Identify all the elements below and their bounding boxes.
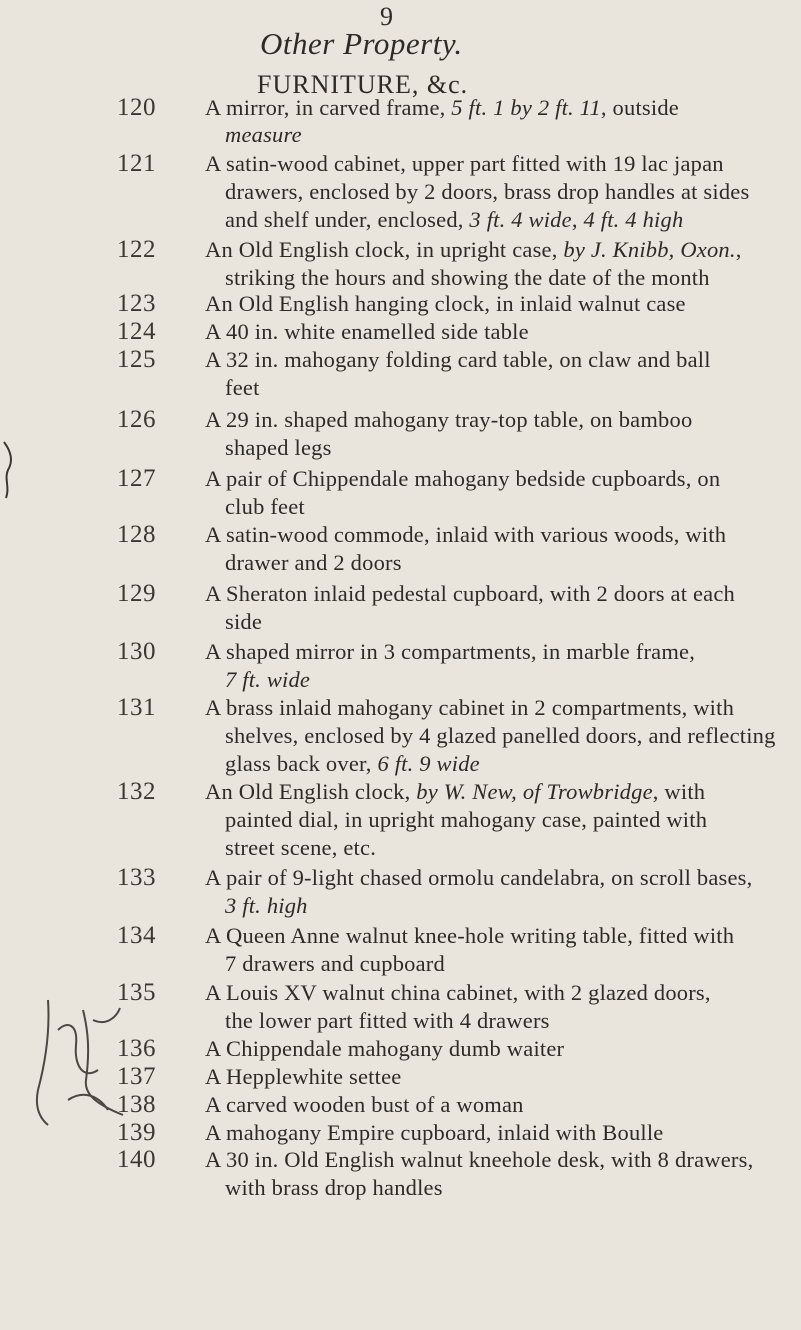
lot-description-line: A Queen Anne walnut knee-hole writing table, fitted with [205,923,735,948]
lot-number: 135 [117,979,156,1006]
lot-number: 120 [117,94,156,121]
lot-description-line: A pair of 9-light chased ormolu candelabra, on scroll bases, [205,865,753,890]
lot-number: 128 [117,521,156,548]
lot-number: 124 [117,318,156,345]
lot-number: 138 [117,1091,156,1118]
lot-number: 136 [117,1035,156,1062]
lot-description-line: A brass inlaid mahogany cabinet in 2 compartments, with [205,695,735,720]
lot-description-line: street scene, etc. [225,835,377,860]
lot-description-line: A Hepplewhite settee [205,1064,402,1089]
lot-description-line: A Chippendale mahogany dumb waiter [205,1036,565,1061]
lot-description-line: A satin-wood commode, inlaid with various woods, with [205,522,727,547]
lot-description-line: A 40 in. white enamelled side table [205,319,529,344]
lot-description-line: A shaped mirror in 3 compartments, in marble frame, [205,639,696,664]
lot-description-line: striking the hours and showing the date of the month [225,265,710,290]
lot-number: 123 [117,290,156,317]
lot-description-line: club feet [225,494,305,519]
lot-description-line: with brass drop handles [225,1175,443,1200]
lot-number: 127 [117,465,156,492]
lot-description-line: drawers, enclosed by 2 doors, brass drop handles at sides [225,179,750,204]
lot-description-line: drawer and 2 doors [225,550,402,575]
lot-description-line: A mahogany Empire cupboard, inlaid with Boulle [205,1120,664,1145]
lot-number: 126 [117,406,156,433]
lot-description-line: An Old English clock, by W. New, of Trowbridge, with [205,779,706,804]
lot-number: 131 [117,694,156,721]
lot-number: 140 [117,1146,156,1173]
lot-description-line: A 30 in. Old English walnut kneehole desk, with 8 drawers, [205,1147,754,1172]
lot-number: 133 [117,864,156,891]
lot-description-line: A carved wooden bust of a woman [205,1092,524,1117]
lot-number: 122 [117,236,156,263]
lot-description-line: A Louis XV walnut china cabinet, with 2 glazed doors, [205,980,711,1005]
page-number: 9 [380,2,393,31]
lot-number: 137 [117,1063,156,1090]
lot-description-line: side [225,609,263,634]
lot-number: 130 [117,638,156,665]
lot-description-line: glass back over, 6 ft. 9 wide [225,751,480,776]
lot-number: 132 [117,778,156,805]
lot-number: 139 [117,1119,156,1146]
lot-description-line: and shelf under, enclosed, 3 ft. 4 wide, 4 ft. 4 high [225,207,684,232]
lot-description-line: shelves, enclosed by 4 glazed panelled doors, and reflecting [225,723,776,748]
lot-description-line: 7 ft. wide [225,667,311,692]
pencil-annotation [28,990,138,1130]
lot-description-line: A mirror, in carved frame, 5 ft. 1 by 2 ft. 11, outside [205,95,679,120]
lot-description-line: A 29 in. shaped mahogany tray-top table, on bamboo [205,407,693,432]
lot-number: 134 [117,922,156,949]
lot-description-line: An Old English clock, in upright case, by J. Knibb, Oxon., [205,237,742,262]
lot-number: 129 [117,580,156,607]
lot-description-line: shaped legs [225,435,332,460]
lot-description-line: An Old English hanging clock, in inlaid walnut case [205,291,686,316]
margin-ink-mark [0,440,20,500]
lot-description-line: measure [225,122,302,147]
lot-description-line: the lower part fitted with 4 drawers [225,1008,550,1033]
lot-description-line: 7 drawers and cupboard [225,951,445,976]
lot-description-line: A pair of Chippendale mahogany bedside cupboards, on [205,466,721,491]
lot-number: 125 [117,346,156,373]
lot-description-line: A satin-wood cabinet, upper part fitted with 19 lac japan [205,151,724,176]
lot-description-line: painted dial, in upright mahogany case, painted with [225,807,708,832]
lot-number: 121 [117,150,156,177]
lot-description-line: 3 ft. high [225,893,308,918]
section-subtitle: FURNITURE, &c. [257,70,469,99]
lot-description-line: A Sheraton inlaid pedestal cupboard, with 2 doors at each [205,581,736,606]
lot-description-line: feet [225,375,260,400]
lot-description-line: A 32 in. mahogany folding card table, on claw and ball [205,347,711,372]
section-title: Other Property. [260,26,463,61]
